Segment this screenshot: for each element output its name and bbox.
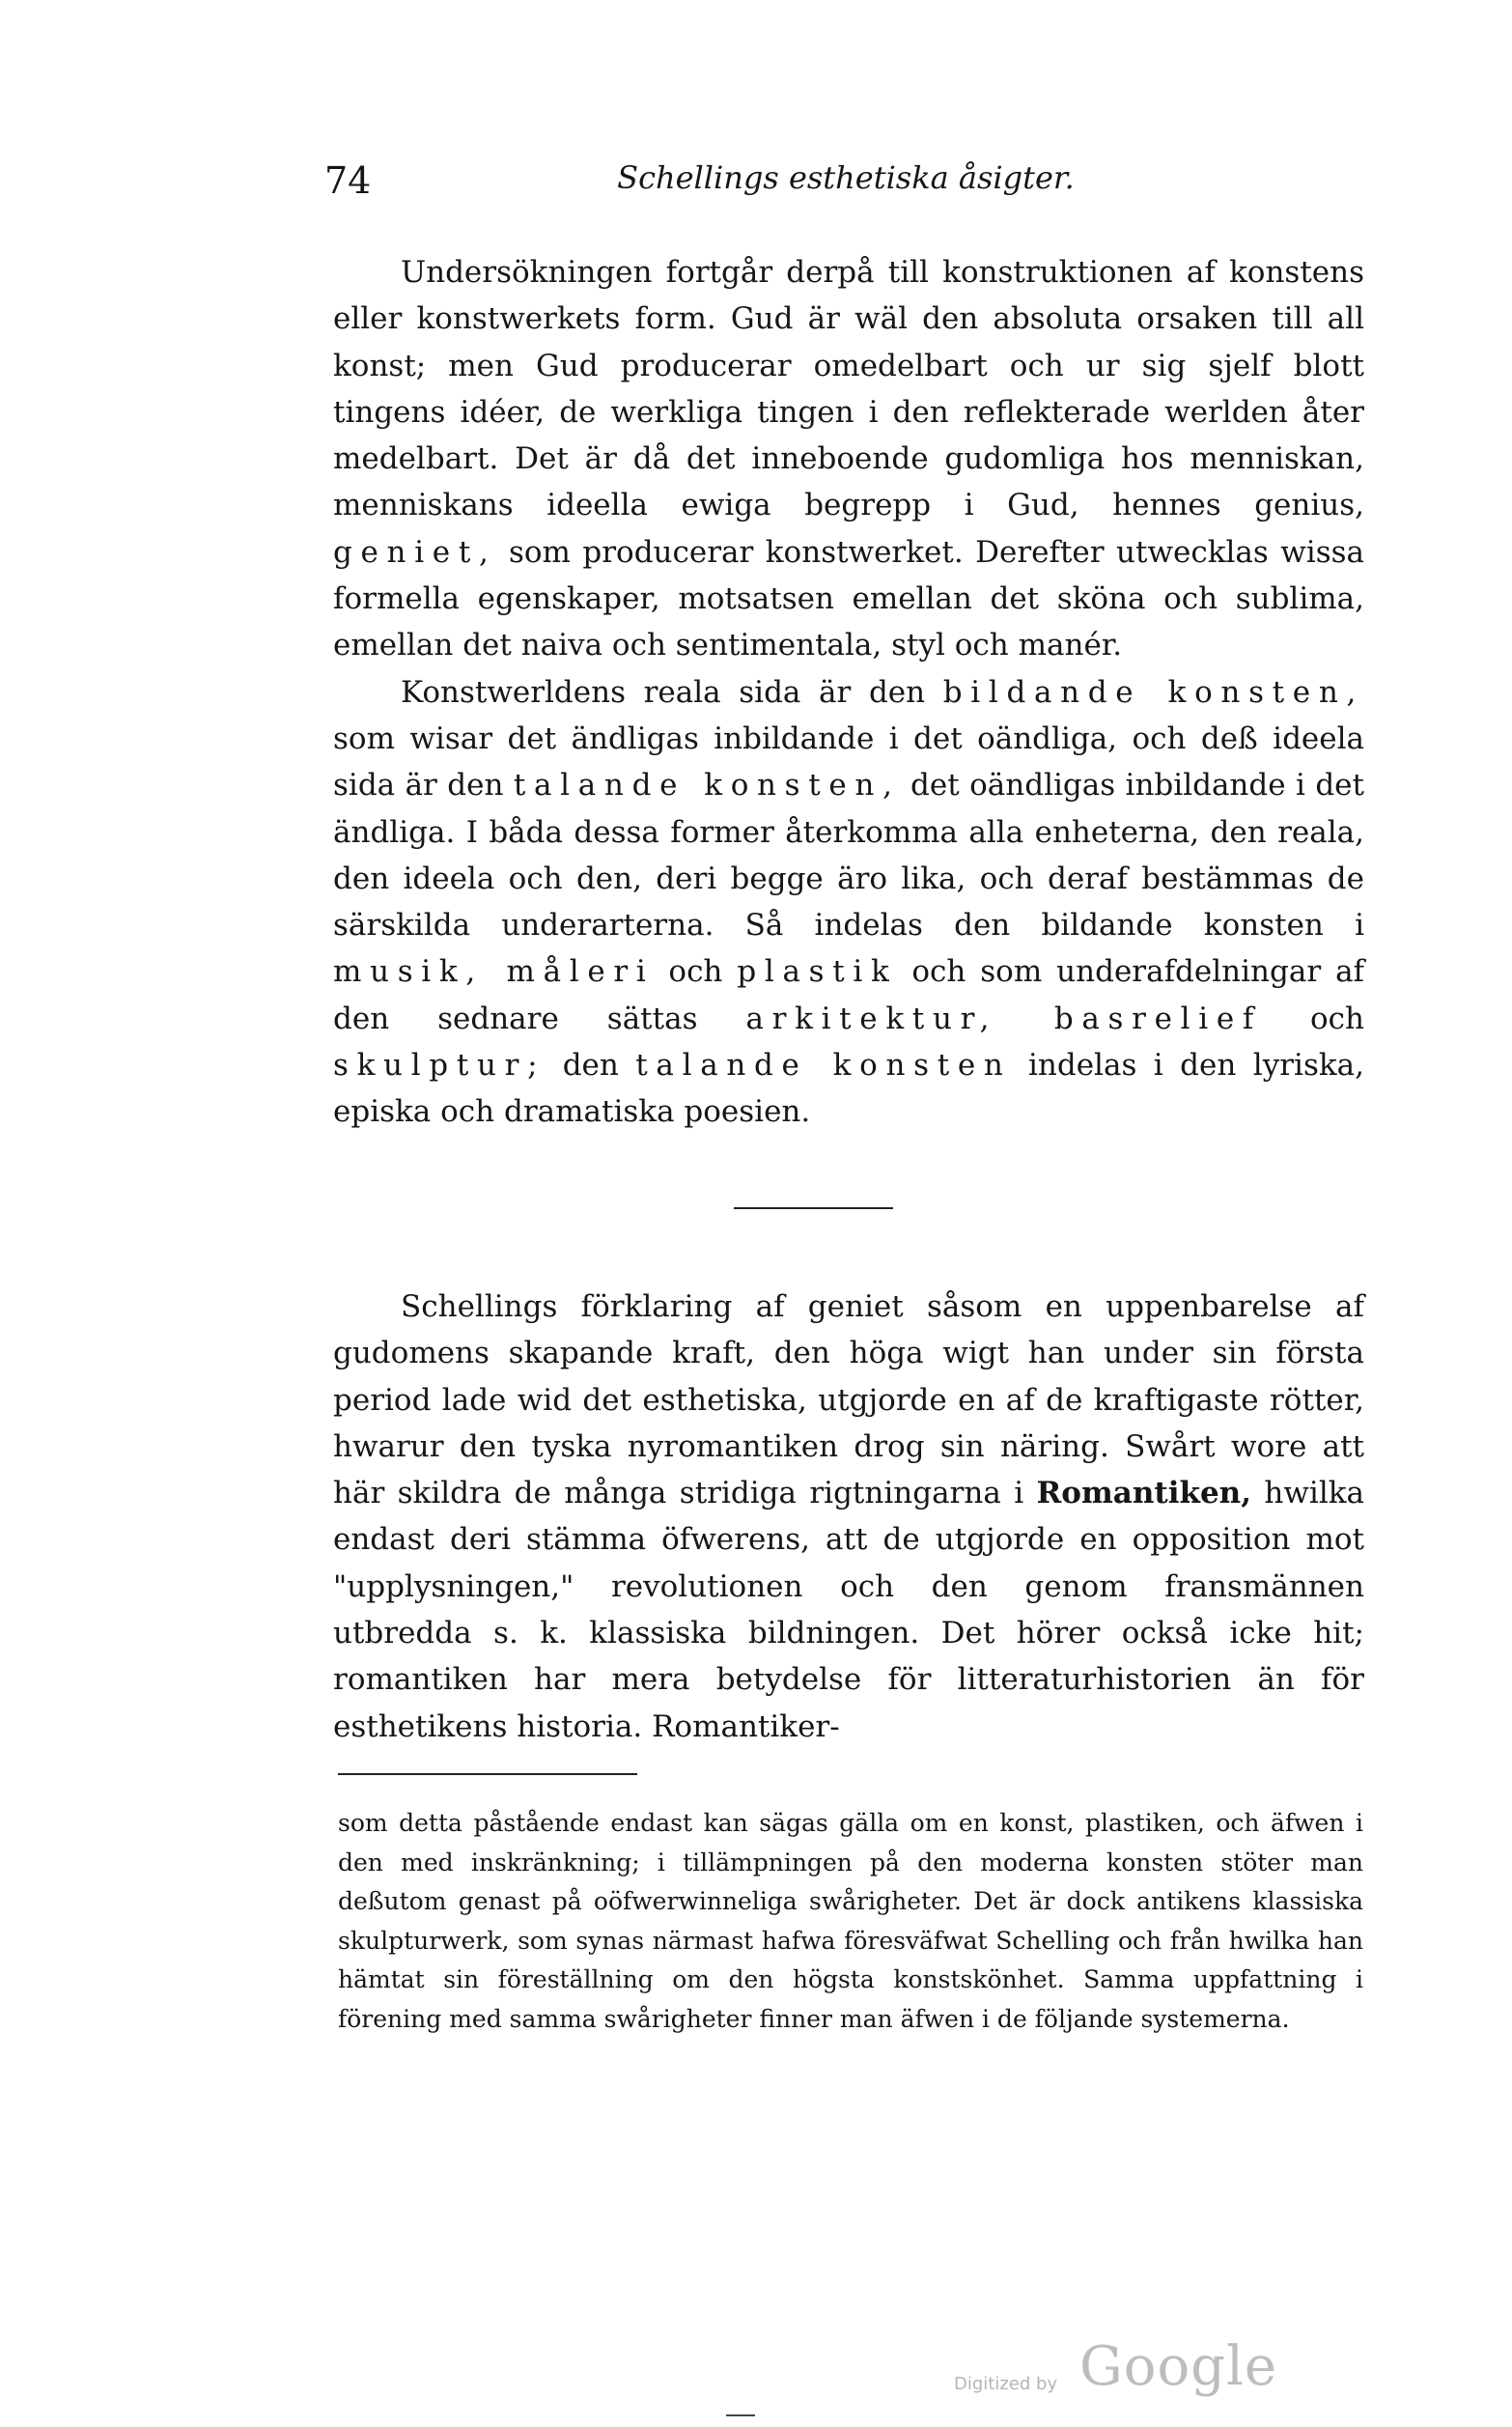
section-one: [333, 249, 1364, 1136]
paragraph-form: [333, 249, 1364, 669]
text-span: som wisar det ändligas inbildande i det oändliga, och deß ideela sida är den: [333, 720, 1364, 804]
section-two: [333, 1284, 1364, 1750]
spaced-term: geniet,: [333, 534, 497, 570]
text-span: indelas i den lyriska, episka och dramatiska poesien.: [333, 1048, 1364, 1130]
paragraph-romanticism: [333, 1284, 1364, 1750]
spaced-term: musik, måleri: [333, 954, 655, 990]
page-edge-mark: [726, 2414, 755, 2416]
page-header: [324, 159, 1367, 208]
text-span: som producerar konstwerket. Derefter utweckla​s wissa formella egenskaper, motsatsen emellan det sköna och sublima, emellan det naiva och sentimentala, styl och manér.: [333, 534, 1364, 663]
spaced-term: skulptur;: [333, 1048, 546, 1084]
watermark-logo: Google: [1079, 2335, 1278, 2398]
spaced-term: talande konsten,: [513, 768, 901, 804]
text-span: Konstwerldens reala sida är den: [401, 674, 926, 710]
page-number: 74: [324, 159, 372, 202]
watermark-prefix: Digitized by: [954, 2374, 1058, 2394]
text-span: det oändligas inbildande i det ändliga. I båda dessa former återkomma alla enheterna, den reala, den ideela och den, deri begge äro lika, och deraf bestämmas de särskilda underarterna. Så indelas den bildande konsten i: [333, 768, 1364, 944]
text-span: Undersökningen fortgår derpå till konstruktionen af konstens eller konstwerkets form. Gud är wäl den absoluta orsaken till all konst; men Gud producerar omedelbart och ur sig sjelf blott tingens idéer, de werkliga tingen i den reflekterade werlden åter medelbart. Det är då det inneboende gudomliga hos menniskan, menniskans ideella ewiga begrepp i Gud, hennes genius,: [333, 255, 1364, 523]
section-divider: [734, 1207, 893, 1209]
spaced-term: arkitektur, basrelief: [745, 1001, 1263, 1036]
text-span: Schellings förklaring af geniet såsom en uppenbarelse af gudomens skapande kraft, den höga wigt han under sin första period lade wid det esthetiska, utgjorde en af de kraftigaste rötter, hwarur den tyska nyromantiken drog sin näring. Swårt wore att här skildra de många stridiga rigtningarna i: [333, 1289, 1364, 1511]
text-span: och som underafdelningar af den sednare sättas: [333, 954, 1365, 1036]
running-title: Schellings esthetiska åsigter.: [617, 159, 1075, 196]
text-span: den: [562, 1048, 619, 1084]
footnote-text: som detta påstående endast kan sägas gälla om en konst, plastiken, och äfwen i den med inskränkning; i tillämpningen på den moderna konsten stöter man deßutom genast på oöfwerwinneliga swårigheter. Det är dock antikens klassiska skulpturwerk, som synas närmast hafwa föresväfwat Schelling och från hwilka han hämtat sin föreställning om den högsta konstskönhet. Samma uppfattning i förening med samma swårigheter finner man äfwen i de följande systemerna.: [338, 1809, 1363, 2033]
text-span: och: [1310, 1001, 1364, 1036]
text-span: hwilka endast deri stämma öfwerens, att de utgjorde en opposition mot "upplysningen," revolutionen och den genom fransmännen utbredda s. k. klassiska bildningen. Det hörer också icke hit; romantiken har mera betydelse för litteraturhistorien än för esthetikens historia. Romantiker-: [333, 1476, 1365, 1744]
footnote-rule: [338, 1773, 637, 1775]
spaced-term: bildande konsten,: [942, 674, 1365, 710]
spaced-term: talande konsten: [635, 1048, 1012, 1084]
text-span: och: [668, 954, 723, 990]
footnote: [338, 1804, 1363, 2039]
spaced-term: plastik: [737, 954, 898, 990]
digitization-watermark: [954, 2335, 1282, 2403]
paragraph-arts: [333, 669, 1364, 1136]
bold-term: Romantiken,: [1036, 1476, 1252, 1511]
